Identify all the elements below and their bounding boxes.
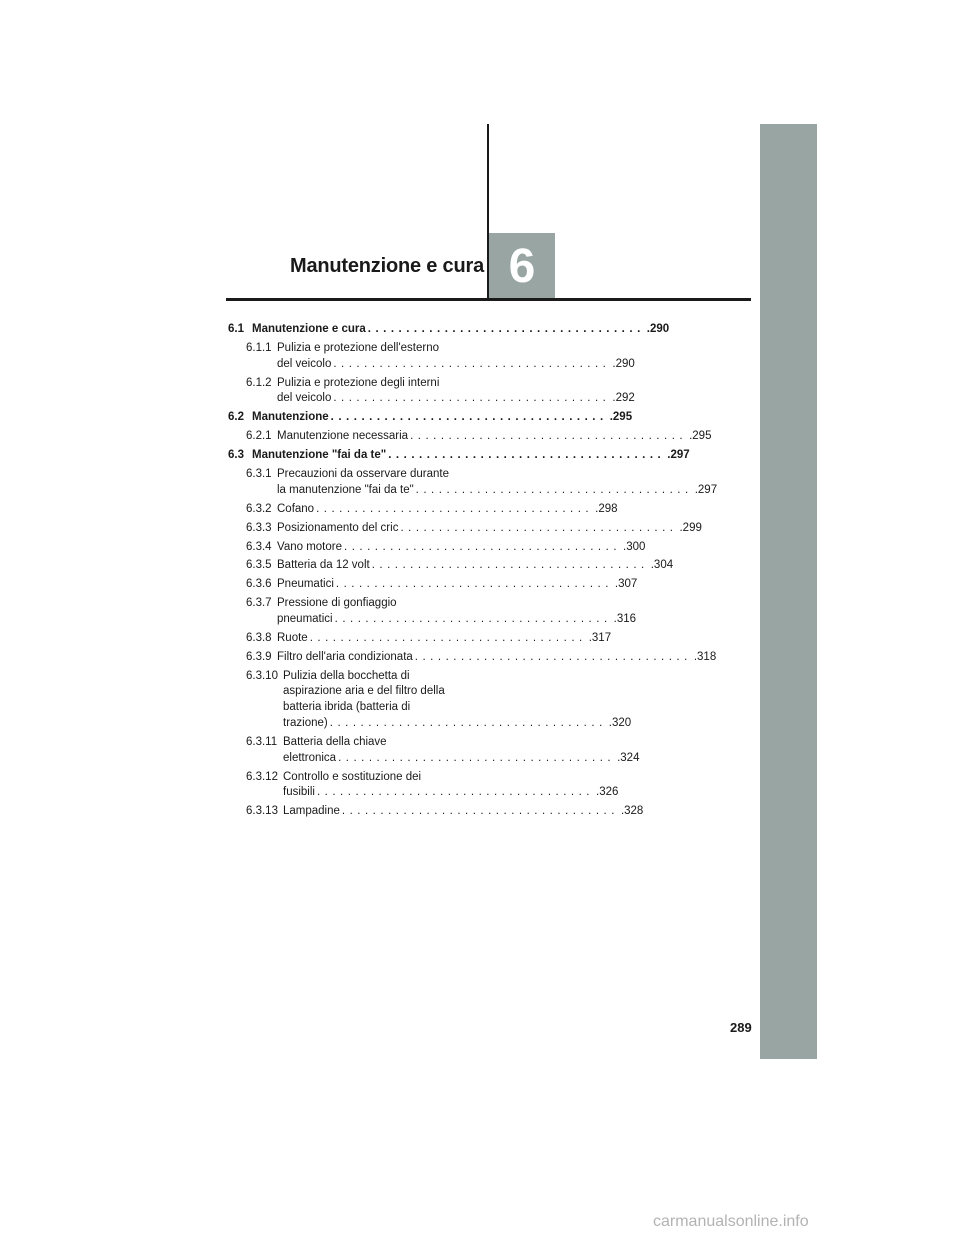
toc-entry-title-line: Batteria da 12 volt [277,559,370,572]
toc-dot-leader: .................................... [333,357,611,370]
toc-entry-number: 6.3 [228,449,244,462]
toc-dot-leader: .................................... [371,559,649,572]
toc-entry-number: 6.3.13 [246,805,278,818]
toc-entry-title-line: Pulizia e protezione dell'esterno [277,341,440,354]
toc-subsection-entry[interactable] [0,376,635,408]
toc-dot-leader: .................................... [410,430,688,443]
toc-entry-number: 6.2 [228,411,244,424]
toc-entry-title-line: la manutenzione "fai da te" [277,483,414,496]
toc-entry-number: 6.3.2 [246,502,272,515]
toc-entry-title-line: batteria ibrida (batteria di [283,701,411,714]
toc-subsection-entry[interactable] [0,502,618,518]
toc-entry-title-line: del veicolo [277,392,332,405]
toc-subsection-entry[interactable] [0,467,718,499]
toc-entry-title-line: elettronica [283,751,337,764]
toc-entry-page: .307 [614,578,638,591]
chapter-number-box: 6 [489,233,555,300]
toc-subsection-entry[interactable] [0,521,702,537]
toc-entry-title-line: Pressione di gonfiaggio [277,597,397,610]
toc-entry-page: .297 [694,483,718,496]
toc-subsection-entry[interactable] [0,650,717,666]
toc-entry-number: 6.1.1 [246,341,272,354]
toc-entry-title-line: Cofano [277,502,315,515]
toc-dot-leader: .................................... [335,578,613,591]
toc-entry-title-line: Filtro dell'aria condizionata [277,650,413,663]
toc-dot-leader: .................................... [400,521,678,534]
toc-subsection-entry[interactable] [0,577,638,593]
toc-subsection-entry[interactable] [0,558,674,574]
toc-entry-title-line: trazione) [283,717,328,730]
toc-dot-leader: .................................... [415,483,693,496]
toc-entry-page: .318 [693,650,717,663]
toc-subsection-entry[interactable] [0,631,612,647]
toc-entry-page: .297 [667,449,690,462]
toc-entry-number: 6.1 [228,323,244,335]
toc-subsection-entry[interactable] [0,429,712,445]
toc-dot-leader: .................................... [341,805,619,818]
toc-dot-leader: .................................... [414,650,692,663]
toc-entry-title-line: del veicolo [277,357,332,370]
toc-entry-number: 6.2.1 [246,430,272,443]
toc-entry-title-line: Lampadine [283,805,340,818]
toc-section-entry[interactable] [0,322,670,338]
header-horizontal-rule [226,298,751,301]
toc-dot-leader: .................................... [316,786,594,799]
toc-section-entry[interactable] [0,410,633,426]
toc-dot-leader: .................................... [316,502,594,515]
toc-dot-leader: .................................... [344,540,622,553]
page-number: 289 [730,1020,752,1035]
toc-dot-leader: .................................... [367,323,645,335]
toc-dot-leader: .................................... [329,717,607,730]
toc-entry-number: 6.3.12 [246,770,278,783]
toc-subsection-entry[interactable] [0,770,619,802]
toc-subsection-entry[interactable] [0,540,646,556]
toc-subsection-entry[interactable] [0,596,637,628]
toc-entry-title-line: fusibili [283,786,315,799]
toc-entry-title-line: Precauzioni da osservare durante [277,468,449,480]
toc-entry-page: .295 [609,411,633,424]
toc-entry-number: 6.3.1 [246,468,272,480]
toc-entry-page: .317 [588,631,612,644]
toc-entry-title-line: Manutenzione e cura [252,323,366,335]
toc-dot-leader: .................................... [333,392,611,405]
toc-entry-number: 6.3.7 [246,597,272,610]
toc-entry-number: 6.3.6 [246,578,272,591]
toc-entry-page: .316 [613,612,637,625]
toc-subsection-entry[interactable] [0,669,632,732]
toc-entry-title-line: Controllo e sostituzione dei [283,770,422,783]
toc-entry-title-line: Vano motore [277,540,342,553]
toc-entry-title-line: Manutenzione "fai da te" [252,449,387,462]
toc-dot-leader: .................................... [334,612,612,625]
toc-entry-number: 6.3.4 [246,540,272,553]
toc-dot-leader: .................................... [309,631,587,644]
toc-entry-number: 6.3.3 [246,521,272,534]
toc-dot-leader: .................................... [338,751,616,764]
toc-entry-title-line: Pneumatici [277,578,334,591]
toc-subsection-entry[interactable] [0,735,640,767]
toc-entry-title-line: Manutenzione [252,411,329,424]
toc-entry-page: .298 [595,502,618,515]
toc-entry-title-line: aspirazione aria e del filtro della [283,685,445,698]
watermark: carmanualsonline.info [653,1213,809,1230]
toc-dot-leader: .................................... [388,449,666,462]
toc-entry-number: 6.3.11 [246,736,278,748]
toc-entry-title-line: Batteria della chiave [283,736,387,748]
toc-entry-number: 6.3.5 [246,559,272,572]
toc-entry-page: .292 [612,392,635,405]
toc-section-entry[interactable] [0,448,690,464]
toc-entry-title-line: Posizionamento del cric [277,521,399,534]
toc-entry-page: .299 [679,521,702,534]
toc-dot-leader: .................................... [330,411,608,424]
toc-entry-title-line: Pulizia della bocchetta di [283,669,410,682]
toc-entry-page: .300 [623,540,646,553]
toc-entry-page: .328 [620,805,644,818]
chapter-side-tab [760,124,817,1059]
toc-entry-number: 6.3.10 [246,669,278,682]
toc-entry-page: .304 [650,559,674,572]
toc-entry-page: .290 [612,357,635,370]
toc-entry-title-line: pneumatici [277,612,333,625]
toc-entry-title-line: Pulizia e protezione degli interni [277,376,440,389]
toc-subsection-entry[interactable] [0,804,644,820]
toc-entry-page: .295 [689,430,712,443]
toc-subsection-entry[interactable] [0,341,635,373]
toc-entry-page: .320 [608,717,632,730]
toc-entry-title-line: Manutenzione necessaria [277,430,409,443]
toc-entry-page: .324 [617,751,640,764]
toc-entry-number: 6.3.9 [246,650,272,663]
toc-entry-number: 6.3.8 [246,631,272,644]
chapter-title: Manutenzione e cura [289,255,484,277]
toc-entry-page: .326 [596,786,619,799]
toc-entry-page: .290 [646,323,670,335]
toc-entry-number: 6.1.2 [246,376,272,389]
toc-entry-title-line: Ruote [277,631,308,644]
